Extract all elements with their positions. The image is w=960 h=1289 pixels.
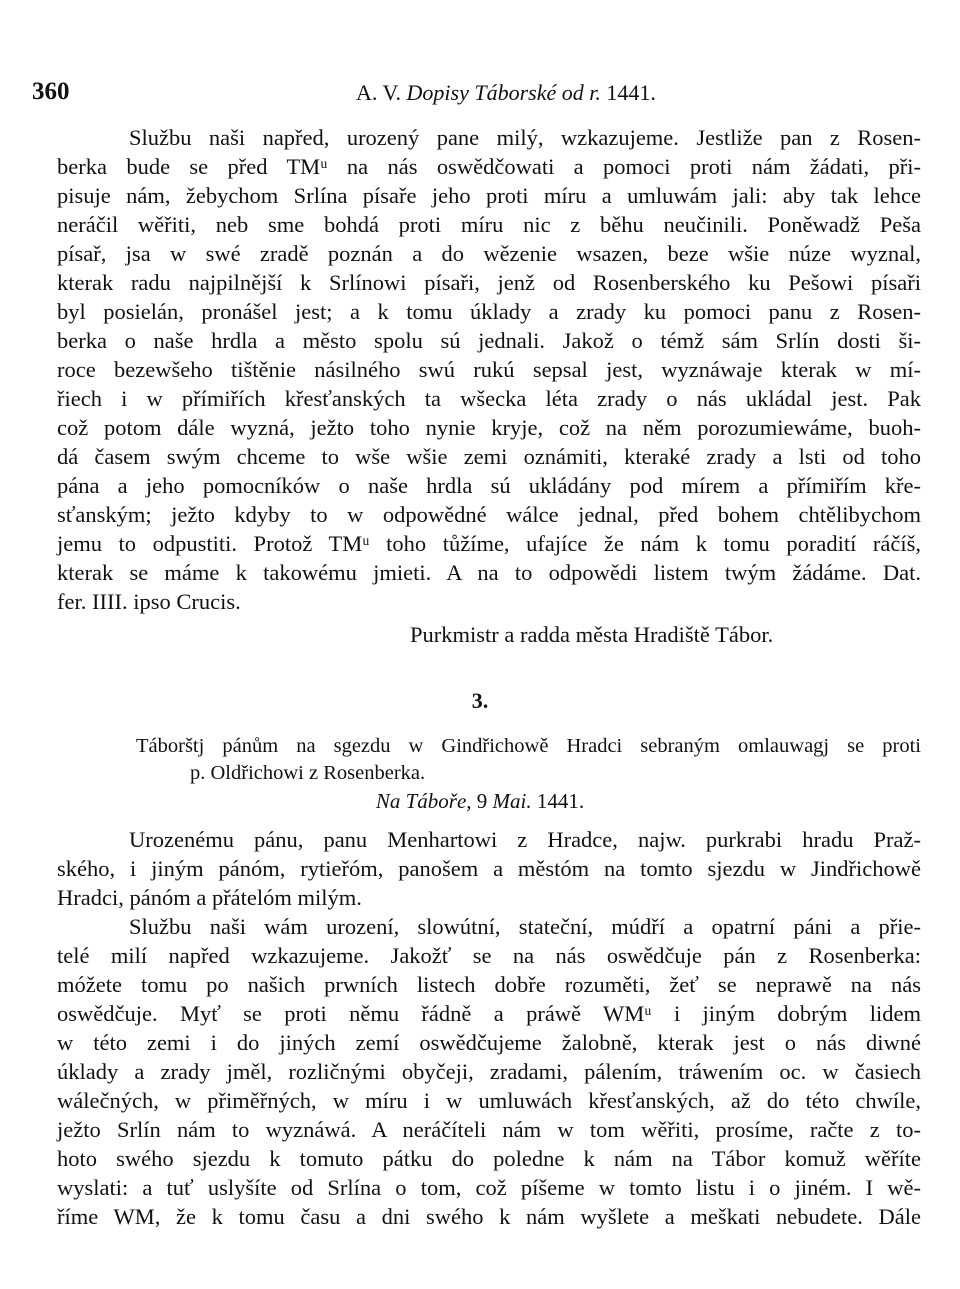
text-line: jemu to odpustiti. Protož TMᵘ toho tůžíme, ufajíce že nám k tomu poradití ráčíš, xyxy=(57,531,921,556)
text-line: roce bezewšeho tištěnie násilného swú rukú sepsal jest, wyznáwaje kterak w mí- xyxy=(57,357,921,382)
text-line: hoto swého sjezdu k tomuto pátku do poledne k nám na Tábor komuž wěříte xyxy=(57,1146,921,1171)
text-line: úklady a zrady jměl, rozličnými obyčeji, zradami, pálením, tráwením oc. w časiech xyxy=(57,1059,921,1084)
text-line: wálečných, w přiměřných, w míru i w umluwách křesťanských, až do této chwíle, xyxy=(57,1088,921,1113)
text-line: byl posielán, pronášel jest; a k tomu úklady a zrady ku pomoci panu z Rosen- xyxy=(57,299,921,324)
date-year: 1441. xyxy=(536,789,585,813)
page-number: 360 xyxy=(32,78,70,105)
date-day: 9 xyxy=(476,789,488,813)
text-line: říme WM, že k tomu času a dni swého k nám wyšlete a meškati nebudete. Dále xyxy=(57,1204,921,1229)
text-line: řiech i w přímiřích křesťanských ta wšecka léta zrady o nás ukládal jest. Pak xyxy=(57,386,921,411)
running-head-year: 1441. xyxy=(606,80,656,105)
document-heading xyxy=(136,733,921,787)
document-heading-line: p. Oldřichowi z Rosenberka. xyxy=(190,762,426,784)
text-line: pána a jeho pomocníków o naše hrdla sú ukládány pod mírem a přímiřím křе- xyxy=(57,473,921,498)
text-line: fer. IIII. ipso Crucis. xyxy=(57,589,241,614)
date-month: Mai. xyxy=(492,789,532,813)
letter-1-signature: Purkmistr a radda města Hradiště Tábor. xyxy=(410,622,774,647)
text-line: Urozenému pánu, panu Menhartowi z Hradce, najw. purkrabi hradu Praž- xyxy=(129,827,921,852)
running-head-title: Dopisy Táborské od r. xyxy=(406,80,601,105)
text-line: pisuje nám, žebychom Srlína písaře jeho proti míru a umluwám jali: aby tak lehce xyxy=(57,183,921,208)
text-line: což potom dále wyzná, ježto toho nynie kryje, což na něm porozumiewáme, buoh- xyxy=(57,415,921,440)
running-head-prefix: A. V. xyxy=(356,80,402,105)
text-line: berka o naše hrdla a město spolu sú jednali. Jakož o témž sám Srlín dosti ši- xyxy=(57,328,921,353)
text-line: kterak radu najpilnější k Srlínowi písaři, jenž od Rosenberského ku Pešowi písaři xyxy=(57,270,921,295)
text-line: wyslati: a tuť uslyšíte od Srlína o tom, což píšeme w tomto listu i o jiném. I wě- xyxy=(57,1175,921,1200)
document-dateline xyxy=(0,789,960,814)
text-line: ského, i jiným pánóm, rytieřóm, panošem a městóm na tomto sjezdu w Jindřichowě xyxy=(57,856,921,881)
text-line: móžete tomu po našich prwních listech dobře rozuměti, žeť se neprawě na nás xyxy=(57,972,921,997)
text-line: neráčil wěřiti, neb sme bohdá proti míru nic z běhu neučinili. Poněwadž Peša xyxy=(57,212,921,237)
text-line: telé milí napřed wzkazujeme. Jakožť se na nás oswědčuje pán z Rosenberka: xyxy=(57,943,921,968)
text-line: Službu naši napřed, urozený pane milý, wzkazujeme. Jestliže pan z Rosen- xyxy=(129,125,921,150)
text-line: berka bude se před TMᵘ na nás oswědčowati a pomoci proti nám žádati, při- xyxy=(57,154,921,179)
running-head xyxy=(356,80,656,106)
document-number: 3. xyxy=(471,688,489,713)
text-line: w této zemi i do jiných zemí oswědčujeme žalobně, kterak jest o nás diwné xyxy=(57,1030,921,1055)
text-line: ježto Srlín nám to wyznáwá. A neráčíteli nám w tom wěřiti, prosíme, račte z to- xyxy=(57,1117,921,1142)
text-line: sťanským; ježto kdyby to w odpowědné wálce jednal, před bohem chtělibychom xyxy=(57,502,921,527)
text-line: dá časem swým chceme to wše wšie zemi oznámiti, kteraké zrady a lsti od toho xyxy=(57,444,921,469)
page-header xyxy=(32,78,932,108)
document-heading-line: Táborštj pánům na sgezdu w Gindřichowě Hradci sebraným omlauwagj se proti xyxy=(136,735,921,757)
date-place: Na Táboře, xyxy=(375,789,472,813)
text-line: Službu naši wám urození, slowútní, stateční, múdří a opatrní páni a přie- xyxy=(129,914,921,939)
text-line: Hradci, pánóm a přátelóm milým. xyxy=(57,885,362,910)
text-line: písař, jsa w swé zradě poznán a do wězenie wsazen, beze wšie núze wyznal, xyxy=(57,241,921,266)
text-line: kterak se máme k takowému jmieti. A na to odpowědi listem twým žádáme. Dat. xyxy=(57,560,921,585)
text-line: oswědčuje. Myť se proti němu řádně a práwě WMᵘ i jiným dobrým lidem xyxy=(57,1001,921,1026)
